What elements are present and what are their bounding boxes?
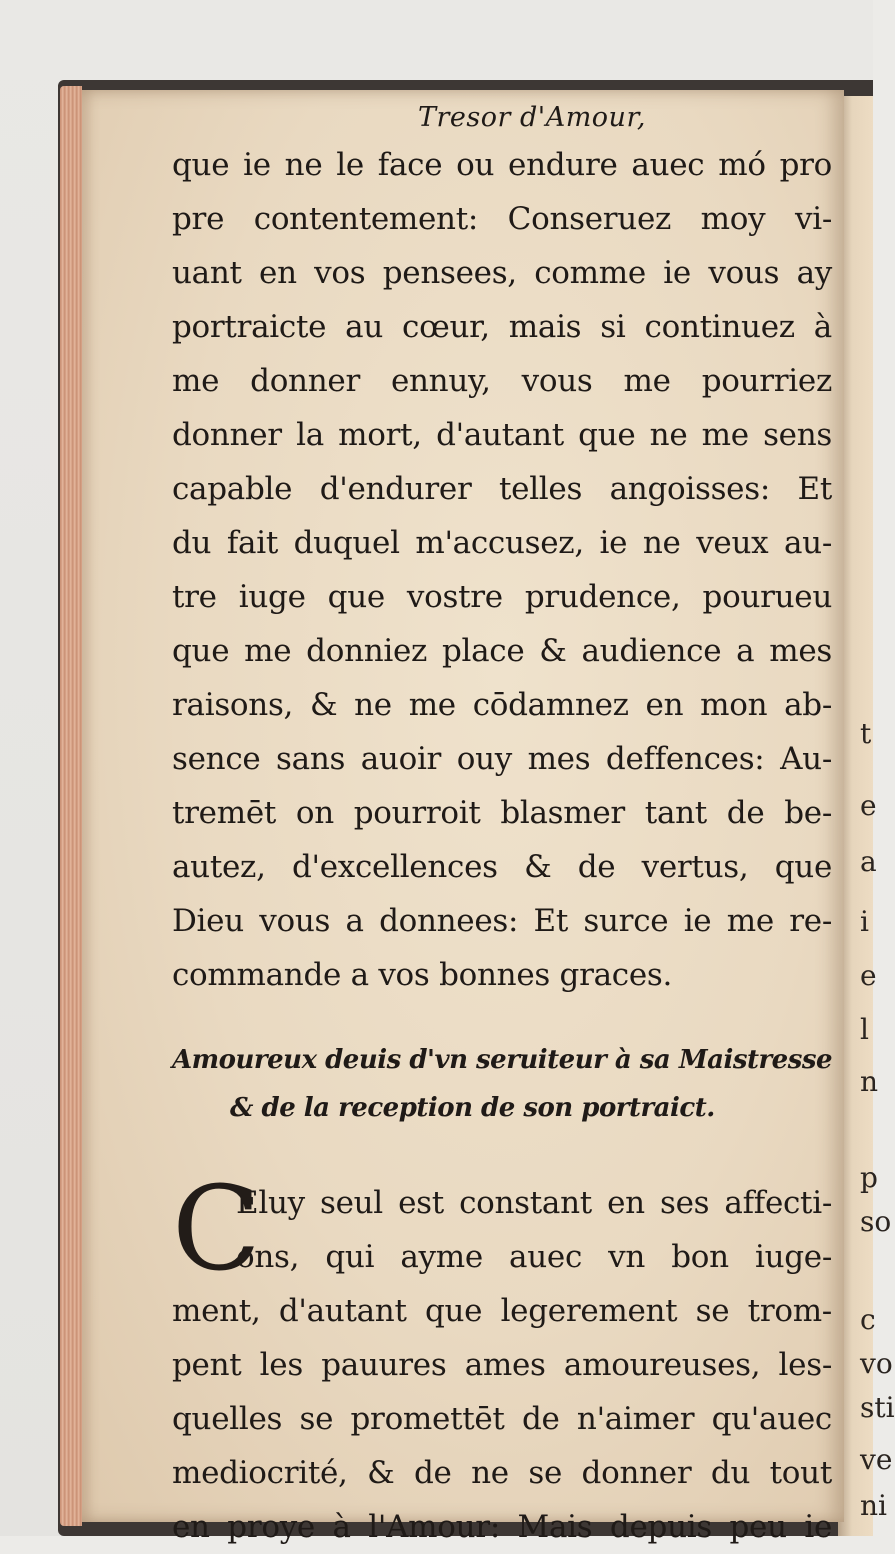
text-line: mediocrité, & de ne se donner du tout <box>172 1455 832 1491</box>
next-page-fragment: ni <box>860 1489 887 1522</box>
next-page-fragment: so <box>860 1205 892 1238</box>
next-page-fragment: a <box>860 845 877 878</box>
next-page-fragment: l <box>860 1013 869 1046</box>
text-line: capable d'endurer telles angoisses: Et <box>172 471 832 507</box>
text-line: me donner ennuy, vous me pourriez <box>172 363 832 399</box>
text-line: en proye à l'Amour: Mais depuis peu ie <box>172 1509 832 1545</box>
paragraph <box>172 138 832 1002</box>
next-page-fragment: i <box>860 905 869 938</box>
page-edges <box>60 86 82 1526</box>
next-page-fragment: c <box>860 1303 876 1336</box>
text-line: uant en vos pensees, comme ie vous ay <box>172 255 832 291</box>
text-line: quelles se promettēt de n'aimer qu'auec <box>172 1401 832 1437</box>
paragraph <box>172 1162 832 1554</box>
next-page-fragment: p <box>860 1161 878 1194</box>
text-line: pre contentement: Conseruez moy vi- <box>172 201 832 237</box>
text-line: ment, d'autant que legerement se trom- <box>172 1293 832 1329</box>
text-line: donner la mort, d'autant que ne me sens <box>172 417 832 453</box>
text-line: tre iuge que vostre prudence, pourueu <box>172 579 832 615</box>
page-text <box>172 100 832 1554</box>
next-page-fragment: e <box>860 789 877 822</box>
next-page-fragment: sti <box>860 1391 895 1424</box>
text-line: Eluy seul est constant en ses affecti- <box>236 1185 832 1221</box>
next-page-fragment: n <box>860 1065 879 1098</box>
heading-line: & de la reception de son portraict. <box>230 1093 715 1123</box>
text-line: que me donniez place & audience a mes <box>172 633 832 669</box>
section-heading <box>172 1036 832 1132</box>
text-line: commande a vos bonnes graces. <box>172 957 673 993</box>
text-line: sence sans auoir ouy mes deffences: Au- <box>172 741 832 777</box>
book-page <box>82 90 844 1545</box>
text-line: autez, d'excellences & de vertus, que <box>172 849 832 885</box>
text-line: pent les pauures ames amoureuses, les- <box>172 1347 832 1383</box>
text-line: que ie ne le face ou endure auec mó pro <box>172 147 832 183</box>
running-head: Tresor d'Amour, <box>418 102 646 133</box>
heading-line: Amoureux deuis d'vn seruiteur à sa Maistresse <box>172 1045 833 1075</box>
text-line: ons, qui ayme auec vn bon iuge- <box>236 1239 832 1275</box>
text-line: portraicte au cœur, mais si continuez à <box>172 309 832 345</box>
text-line: du fait duquel m'accusez, ie ne veux au- <box>172 525 832 561</box>
next-page-fragment: vo <box>860 1347 893 1380</box>
next-page-fragment: t <box>860 717 872 750</box>
next-page-fragment: ve <box>860 1443 893 1476</box>
text-line: tremēt on pourroit blasmer tant de be- <box>172 795 832 831</box>
next-page-fragment: e <box>860 959 877 992</box>
text-line: Dieu vous a donnees: Et surce ie me re- <box>172 903 832 939</box>
text-line: raisons, & ne me cōdamnez en mon ab- <box>172 687 832 723</box>
drop-cap: C <box>172 1162 261 1297</box>
